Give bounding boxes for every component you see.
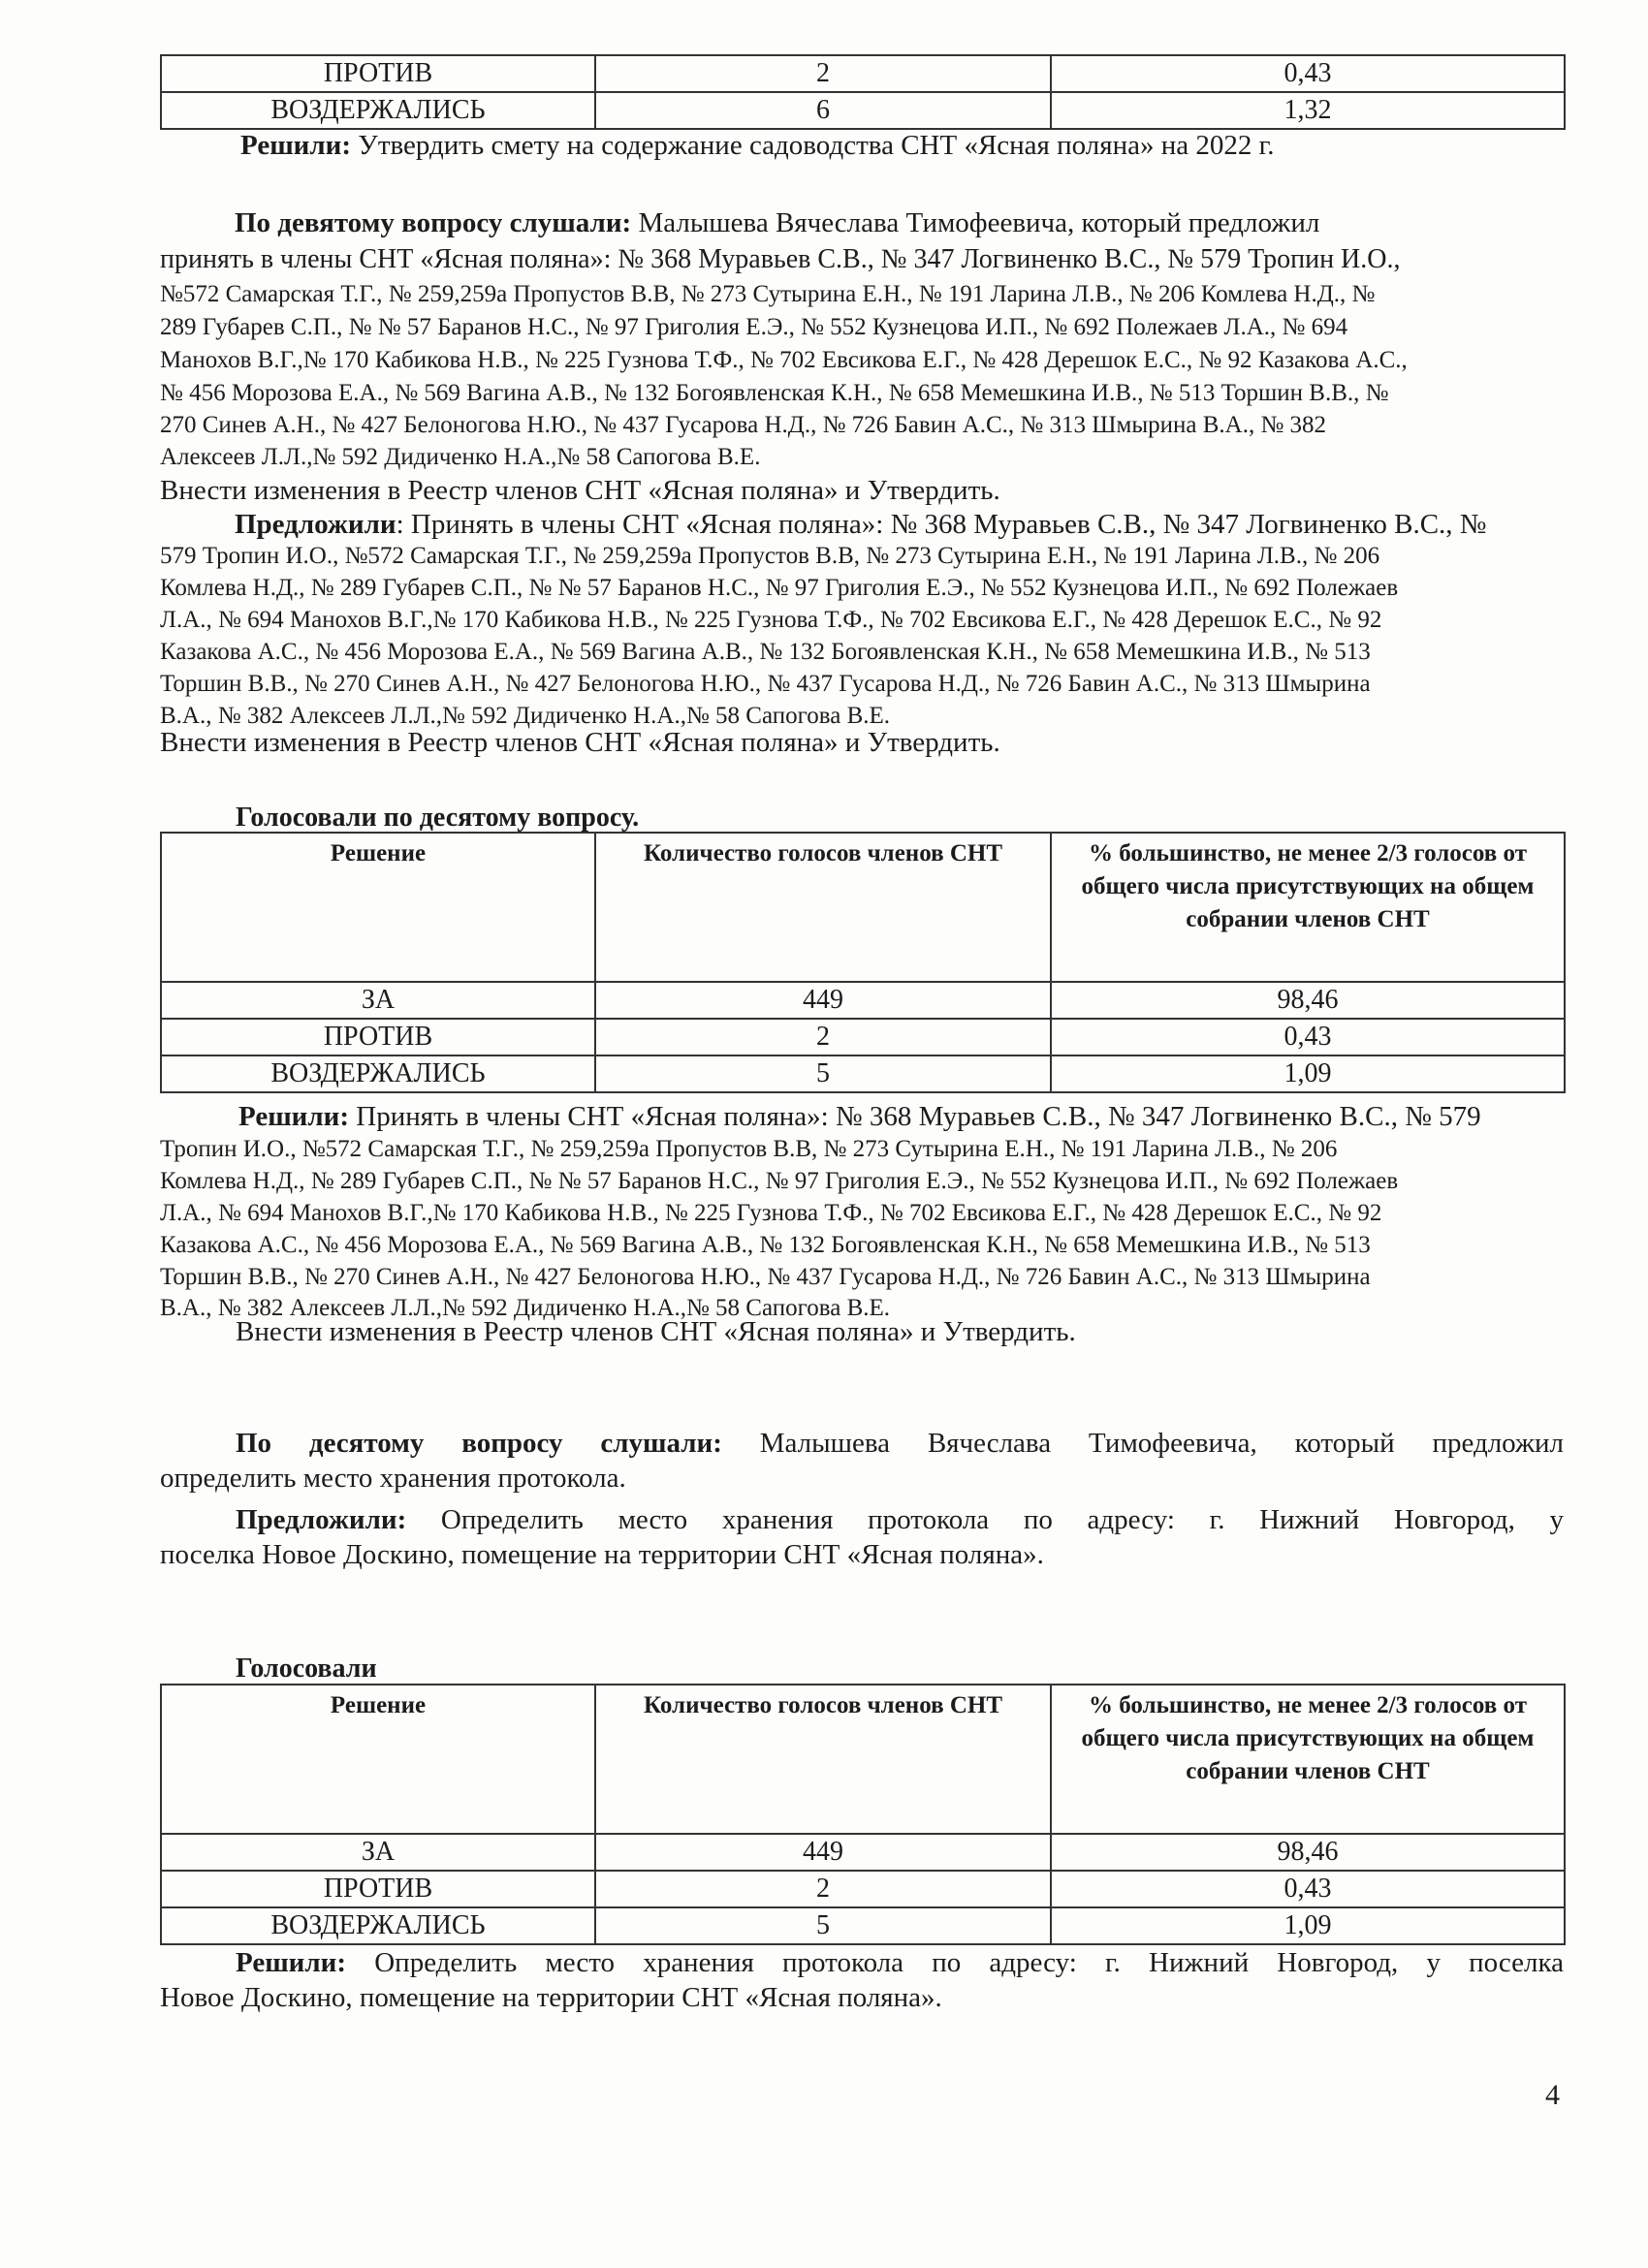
proposed-text: : Принять в члены СНТ «Ясная поляна»: № 368 Муравьев С.В., № 347 Логвиненко В.С., № [396, 509, 1487, 540]
q9-registry: Внести изменения в Реестр членов СНТ «Ясная поляна» и Утвердить. [160, 475, 1000, 506]
percent-cell: 1,09 [1051, 1907, 1565, 1944]
vote10-resolution-line: В.А., № 382 Алексеев Л.Л.,№ 592 Дидиченко Н.А.,№ 58 Сапогова В.Е. [160, 1295, 891, 1321]
percent-cell: 0,43 [1051, 1019, 1565, 1055]
vote11-title: Голосовали [236, 1654, 377, 1684]
header-decision: Решение [161, 1685, 595, 1834]
heard-text: Малышева Вячеслава Тимофеевича, который предложил [721, 1428, 1564, 1459]
votes-cell: 449 [595, 982, 1051, 1019]
resolution-8 [240, 130, 1275, 162]
proposed-label: Предложили [235, 509, 396, 540]
q9-list-line: 270 Синев А.Н., № 427 Белоногова Н.Ю., № 437 Гусарова Н.Д., № 726 Бавин А.С., № 313 Шмырина В.А., № 382 [160, 412, 1327, 438]
vote10-resolution [238, 1101, 1481, 1133]
percent-cell: 98,46 [1051, 1834, 1565, 1871]
q10-heard-line1 [160, 1425, 1564, 1462]
heard-text: Малышева Вячеслава Тимофеевича, который предложил [631, 207, 1320, 238]
resolution-text: Принять в члены СНТ «Ясная поляна»: № 368 Муравьев С.В., № 347 Логвиненко В.С., № 579 [349, 1101, 1481, 1132]
decision-cell: ПРОТИВ [161, 1019, 595, 1055]
q10-proposed [160, 1501, 1564, 1538]
q9-proposed [235, 509, 1486, 541]
q9-list-line: №572 Самарская Т.Г., № 259,259а Пропустов В.В, № 273 Сутырина Е.Н., № 191 Ларина Л.В., № 206 Комлева Н.Д., № [160, 281, 1376, 307]
q9-proposed-line: В.А., № 382 Алексеев Л.Л.,№ 592 Дидиченко Н.А.,№ 58 Сапогова В.Е. [160, 703, 891, 729]
vote10-resolution-line: Тропин И.О., №572 Самарская Т.Г., № 259,259а Пропустов В.В, № 273 Сутырина Е.Н., № 191 Ларина Л.В., № 206 [160, 1136, 1338, 1162]
heard-label: По девятому вопросу слушали: [235, 207, 632, 238]
table-row [161, 92, 1565, 129]
table-row [161, 1907, 1565, 1944]
q10-proposed-line1 [160, 1501, 1564, 1538]
table-row [161, 1055, 1565, 1092]
vote10-table [160, 832, 1566, 1093]
q9-registry-2: Внести изменения в Реестр членов СНТ «Ясная поляна» и Утвердить. [160, 727, 1000, 758]
resolution-text: Определить место хранения протокола по адресу: г. Нижний Новгород, у поселка [346, 1947, 1564, 1978]
page-number: 4 [1545, 2079, 1560, 2111]
q9-heard-line2: принять в члены СНТ «Ясная поляна»: № 368 Муравьев С.В., № 347 Логвиненко В.С., № 579 Тропин И.О., [160, 244, 1401, 274]
vote10-registry: Внести изменения в Реестр членов СНТ «Ясная поляна» и Утвердить. [236, 1316, 1076, 1347]
decision-cell: ЗА [161, 982, 595, 1019]
heard-label: По десятому вопросу слушали: [236, 1428, 722, 1459]
decision-cell: ПРОТИВ [161, 55, 595, 92]
q9-proposed-line: Казакова А.С., № 456 Морозова Е.А., № 569 Вагина А.В., № 132 Богоявленская К.Н., № 658 Мемешкина И.В., № 513 [160, 639, 1371, 665]
resolution-label: Решили: [240, 130, 352, 161]
q10-proposed-line2: поселка Новое Доскино, помещение на территории СНТ «Ясная поляна». [160, 1539, 1044, 1570]
table-header-row [161, 1685, 1565, 1834]
q9-heard [235, 207, 1319, 239]
decision-cell: ВОЗДЕРЖАЛИСЬ [161, 1055, 595, 1092]
votes-cell: 2 [595, 1019, 1051, 1055]
resolution-label: Решили: [236, 1947, 347, 1978]
votes-cell: 6 [595, 92, 1051, 129]
percent-cell: 1,09 [1051, 1055, 1565, 1092]
table-row [161, 982, 1565, 1019]
decision-cell: ПРОТИВ [161, 1871, 595, 1907]
table-row [161, 1019, 1565, 1055]
q9-proposed-line: 579 Тропин И.О., №572 Самарская Т.Г., № 259,259а Пропустов В.В, № 273 Сутырина Е.Н., № 191 Ларина Л.В., № 206 [160, 543, 1380, 569]
header-votes: Количество голосов членов СНТ [595, 1685, 1051, 1834]
table-row [161, 1834, 1565, 1871]
vote10-title: Голосовали по десятому вопросу. [236, 803, 640, 833]
q9-proposed-line: Торшин В.В., № 270 Синев А.Н., № 427 Белоногова Н.Ю., № 437 Гусарова Н.Д., № 726 Бавин А.С., № 313 Шмырина [160, 671, 1371, 697]
vote-table-continued [160, 54, 1566, 130]
q9-list-line: Алексеев Л.Л.,№ 592 Дидиченко Н.А.,№ 58 Сапогова В.Е. [160, 444, 761, 470]
q9-proposed-line: Л.А., № 694 Манохов В.Г.,№ 170 Кабикова Н.В., № 225 Гузнова Т.Ф., № 702 Евсикова Е.Г., № 428 Дерешок Е.С., № 92 [160, 607, 1382, 633]
table-header-row [161, 833, 1565, 982]
percent-cell: 0,43 [1051, 55, 1565, 92]
header-votes: Количество голосов членов СНТ [595, 833, 1051, 982]
q10-heard [160, 1425, 1564, 1462]
vote11-resolution-line2: Новое Доскино, помещение на территории СНТ «Ясная поляна». [160, 1982, 942, 2013]
table-row [161, 55, 1565, 92]
q9-proposed-line: Комлева Н.Д., № 289 Губарев С.П., № № 57 Баранов Н.С., № 97 Григолия Е.Э., № 552 Кузнецова И.П., № 692 Полежаев [160, 575, 1399, 601]
votes-cell: 5 [595, 1055, 1051, 1092]
votes-cell: 449 [595, 1834, 1051, 1871]
percent-cell: 98,46 [1051, 982, 1565, 1019]
votes-cell: 2 [595, 55, 1051, 92]
header-percent: % большинство, не менее 2/3 голосов от общего числа присутствующих на общем собрании членов СНТ [1051, 833, 1565, 982]
vote11-table [160, 1684, 1566, 1945]
vote11-resolution [160, 1944, 1564, 1981]
decision-cell: ВОЗДЕРЖАЛИСЬ [161, 1907, 595, 1944]
resolution-text: Утвердить смету на содержание садоводства СНТ «Ясная поляна» на 2022 г. [351, 130, 1275, 161]
table-row [161, 1871, 1565, 1907]
vote11-resolution-line1 [160, 1944, 1564, 1981]
percent-cell: 1,32 [1051, 92, 1565, 129]
vote10-resolution-line: Казакова А.С., № 456 Морозова Е.А., № 569 Вагина А.В., № 132 Богоявленская К.Н., № 658 Мемешкина И.В., № 513 [160, 1232, 1371, 1258]
q9-list-line: 289 Губарев С.П., № № 57 Баранов Н.С., № 97 Григолия Е.Э., № 552 Кузнецова И.П., № 692 Полежаев Л.А., № 694 [160, 314, 1348, 340]
vote10-resolution-line: Л.А., № 694 Манохов В.Г.,№ 170 Кабикова Н.В., № 225 Гузнова Т.Ф., № 702 Евсикова Е.Г., № 428 Дерешок Е.С., № 92 [160, 1200, 1382, 1226]
decision-cell: ЗА [161, 1834, 595, 1871]
proposed-label: Предложили: [236, 1504, 407, 1535]
q10-heard-line2: определить место хранения протокола. [160, 1463, 626, 1494]
header-decision: Решение [161, 833, 595, 982]
percent-cell: 0,43 [1051, 1871, 1565, 1907]
q9-list-line: Манохов В.Г.,№ 170 Кабикова Н.В., № 225 Гузнова Т.Ф., № 702 Евсикова Е.Г., № 428 Дерешок Е.С., № 92 Казакова А.С., [160, 347, 1408, 373]
header-percent: % большинство, не менее 2/3 голосов от общего числа присутствующих на общем собрании членов СНТ [1051, 1685, 1565, 1834]
proposed-text: Определить место хранения протокола по адресу: г. Нижний Новгород, у [406, 1504, 1564, 1535]
vote10-resolution-line: Торшин В.В., № 270 Синев А.Н., № 427 Белоногова Н.Ю., № 437 Гусарова Н.Д., № 726 Бавин А.С., № 313 Шмырина [160, 1264, 1371, 1290]
vote10-resolution-line: Комлева Н.Д., № 289 Губарев С.П., № № 57 Баранов Н.С., № 97 Григолия Е.Э., № 552 Кузнецова И.П., № 692 Полежаев [160, 1168, 1399, 1194]
resolution-label: Решили: [238, 1101, 350, 1132]
q9-list-line: № 456 Морозова Е.А., № 569 Вагина А.В., № 132 Богоявленская К.Н., № 658 Мемешкина И.В., № 513 Торшин В.В., № [160, 380, 1389, 406]
votes-cell: 2 [595, 1871, 1051, 1907]
votes-cell: 5 [595, 1907, 1051, 1944]
decision-cell: ВОЗДЕРЖАЛИСЬ [161, 92, 595, 129]
